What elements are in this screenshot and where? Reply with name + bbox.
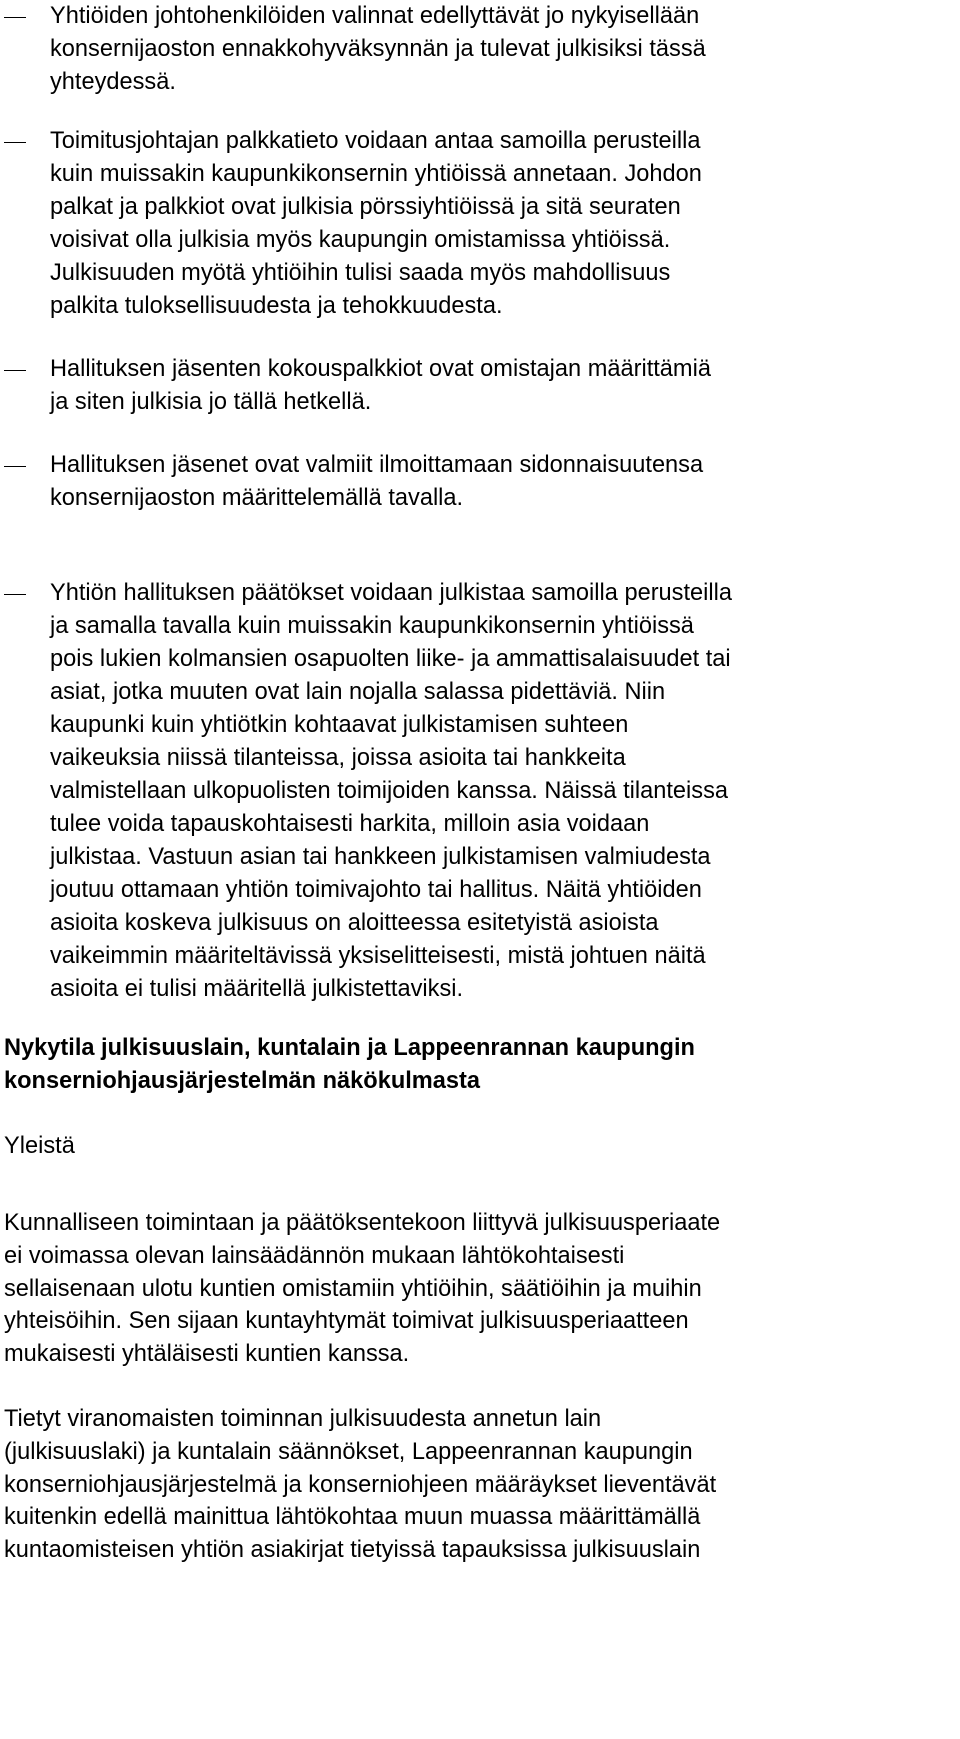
bullet-text: Yhtiön hallituksen päätökset voidaan julkistaa samoilla perusteilla ja samalla tavalla kuin muissakin kaupunkikonsernin yhtiöissä pois lukien kolmansien osapuolten liike- ja ammattisalaisuudet tai asiat, jotka muuten ovat lain nojalla salassa pidettäviä. Niin kaupunki kuin yhtiötkin kohtaavat julkistamisen suhteen vaikeuksia niissä tilanteissa, joissa asioita tai hankkeita valmistellaan ulkopuolisten toimijoiden kanssa. Näissä tilanteissa tulee voida tapauskohtaisesti harkita, milloin asia voidaan julkistaa. Vastuun asian tai hankkeen julkistamisen valmiudesta joutuu ottamaan yhtiön toimivajohto tai hallitus. Näitä yhtiöiden asioita koskeva julkisuus on aloitteessa esitetyistä asioista vaikeimmin määriteltävissä yksiselitteisesti, mistä johtuen näitä asioita ei tulisi määritellä julkistettaviksi. (50, 580, 732, 1002)
bullet-text: Yhtiöiden johtohenkilöiden valinnat edellyttävät jo nykyisellään konsernijaoston ennakkohyväksynnän ja tulevat julkisiksi tässä yhteydessä. (50, 3, 706, 95)
dash-bullet-icon (4, 594, 26, 595)
bullet-text: Hallituksen jäsenet ovat valmiit ilmoittamaan sidonnaisuutensa konsernijaoston määrittelemällä tavalla. (50, 452, 704, 511)
dash-bullet-icon (4, 142, 26, 143)
body-paragraph: Kunnalliseen toimintaan ja päätöksentekoon liittyvä julkisuusperiaate ei voimassa olevan lainsäädännön mukaan lähtökohtaisesti sellaisenaan ulotu kuntien omistamiin yhtiöihin, säätiöihin ja muihin yhteisöihin. Sen sijaan kuntayhtymät toimivat julkisuusperiaatteen mukaisesti yhtäläisesti kuntien kanssa. (4, 1210, 721, 1368)
dash-bullet-icon (4, 17, 26, 18)
body-paragraph: Tietyt viranomaisten toiminnan julkisuudesta annetun lain (julkisuuslaki) ja kuntalain säännökset, Lappeenrannan kaupungin konserniohjausjärjestelmä ja konserniohjeen määräykset lieventävät kuitenkin edellä mainittua lähtökohtaa muun muassa määrittämällä kuntaomisteisen yhtiön asiakirjat tietyissä tapauksissa julkisuuslain (4, 1406, 717, 1564)
section-heading: Nykytila julkisuuslain, kuntalain ja Lappeenrannan kaupungin konserniohjausjärjestelmän näkökulmasta (4, 1035, 695, 1094)
dash-bullet-icon (4, 466, 26, 467)
dash-bullet-icon (4, 370, 26, 371)
bullet-text: Toimitusjohtajan palkkatieto voidaan antaa samoilla perusteilla kuin muissakin kaupunkikonsernin yhtiöissä annetaan. Johdon palkat ja palkkiot ovat julkisia pörssiyhtiöissä ja sitä seuraten voisivat olla julkisia myös kaupungin omistamissa yhtiöissä. Julkisuuden myötä yhtiöihin tulisi saada myös mahdollisuus palkita tuloksellisuudesta ja tehokkuudesta. (50, 128, 702, 319)
sub-heading: Yleistä (4, 1133, 75, 1159)
bullet-text: Hallituksen jäsenten kokouspalkkiot ovat omistajan määrittämiä ja siten julkisia jo tällä hetkellä. (50, 356, 711, 415)
